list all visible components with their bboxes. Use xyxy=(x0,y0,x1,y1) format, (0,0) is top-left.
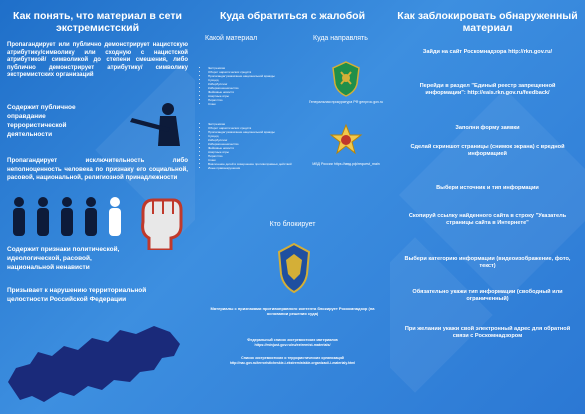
roskomnadzor-emblem-icon xyxy=(275,242,313,294)
prosecutor-emblem-icon xyxy=(329,60,363,98)
list-item: • Экстремизм xyxy=(208,66,318,70)
federal-list-title: Федеральный список экстремистских материалов xyxy=(247,338,338,342)
terror-list-title: Список экстремистских и террористических организаций xyxy=(241,356,344,360)
list-item: • Спам xyxy=(208,158,318,162)
materials-list-mvd xyxy=(201,122,318,170)
list-item: • Кибермошенничество xyxy=(208,142,318,146)
list-item: • Фейковые новости xyxy=(208,146,318,150)
list-item: • Азартные игры xyxy=(208,94,318,98)
sign-discrimination: Пропагандирует исключительность либо неполноценность человека по признаку его социальной, расовой, национальной, религиозной принадлежности xyxy=(7,157,188,181)
list-item: • Оборот наркотических средств xyxy=(208,126,318,130)
step-8: Обязательно укажи тип информации (свободный или ограниченный) xyxy=(412,289,563,302)
step-7: Выбери категорию информации (видеоизображение, фото, текст) xyxy=(404,256,571,269)
list-item: • Кибербуллинг xyxy=(208,82,318,86)
prosecutor-caption: Генеральная прокуратура РФ genproc.gov.ru xyxy=(308,100,384,104)
list-item: • Фейковые новости xyxy=(208,90,318,94)
list-item: • Пропаганда/ разжигание национальной вражды xyxy=(208,74,318,78)
list-item: • Оборот наркотических средств xyxy=(208,70,318,74)
col3-title: Как заблокировать обнаруженный материал xyxy=(397,10,578,34)
list-item: • Пиратство xyxy=(208,154,318,158)
material-header: Какой материал xyxy=(205,35,258,42)
destination-header: Куда направлять xyxy=(313,35,368,42)
list-item: • Пиратство xyxy=(208,98,318,102)
list-item: • Пропаганда/ разжигание национальной вражды xyxy=(208,130,318,134)
mvd-emblem-icon xyxy=(329,122,363,160)
raised-fist-icon xyxy=(135,192,185,250)
step-3: Заполни форму заявки xyxy=(455,125,520,131)
terror-list-link[interactable]: http://nac.gov.ru/terroristicheskie-i-ekstremistskie-organizacii-i-materialy.html xyxy=(229,361,356,365)
step-5: Выбери источник и тип информации xyxy=(436,185,539,191)
federal-list-link[interactable]: https://minjust.gov.ru/ru/extremist-materials/ xyxy=(254,343,331,347)
list-item: • Суицид xyxy=(208,78,318,82)
column-where-to-complain xyxy=(195,0,390,414)
list-item: • Кибермошенничество xyxy=(208,86,318,90)
list-item: • Иные правонарушения xyxy=(208,166,318,170)
sign-hatred: Содержит признаки политической, идеологической, расовой, национальной ненависти xyxy=(7,246,120,271)
sign-terror-justification: Содержит публичное оправдание террористической деятельности xyxy=(7,104,76,138)
block-description: Материалы с признаками противоправного контента блокирует Роскомнадзор (на основании решения суда) xyxy=(210,306,375,316)
sign-nazi-symbols: Пропагандирует или публично демонстрирует нацистскую атрибутику/символику или сходную с нацистской атрибутикой/ символикой до степени смешения, либо публично демонстрирует атрибутику/ символику экстремистских организаций xyxy=(7,42,188,78)
step-1: Зайди на сайт Роскомнадзора http://rkn.gov.ru/ xyxy=(422,49,553,55)
russia-map-icon xyxy=(4,316,184,408)
sign-territorial-integrity: Призывает к нарушению территориальной целостности Российской Федерации xyxy=(7,287,147,303)
step-2: Перейди в раздел "Единый реестр запрещенной информации": http://eais.rkn.gov.ru/feedback/ xyxy=(419,83,556,96)
list-item: • Вовлечение детей в совершение противоправных действий xyxy=(208,162,318,166)
step-9: При желании укажи свой электронный адрес для обратной связи с Роскомнадзором xyxy=(404,326,571,339)
list-item: • Спам xyxy=(208,102,318,106)
mvd-caption: МВД России https://мвд.рф/request_main xyxy=(312,162,380,166)
step-4: Сделай скриншот страницы (снимок экрана) с вредной информацией xyxy=(410,144,565,157)
people-icons xyxy=(7,196,125,238)
list-item: • Кибербуллинг xyxy=(208,138,318,142)
list-item: • Азартные игры xyxy=(208,150,318,154)
who-blocks-header: Кто блокирует xyxy=(269,221,316,228)
list-item: • Экстремизм xyxy=(208,122,318,126)
column-extremist-signs xyxy=(0,0,195,414)
col1-title: Как понять, что материал в сети экстремистский xyxy=(13,10,182,34)
column-how-to-block xyxy=(390,0,585,414)
gunman-icon xyxy=(130,100,190,148)
list-item: • Суицид xyxy=(208,134,318,138)
materials-list-prosecutor xyxy=(201,66,318,106)
step-6: Скопируй ссылку найденного сайта в строку "Указатель страницы сайта в Интернете" xyxy=(408,213,567,226)
col2-title: Куда обратиться с жалобой xyxy=(219,10,366,22)
